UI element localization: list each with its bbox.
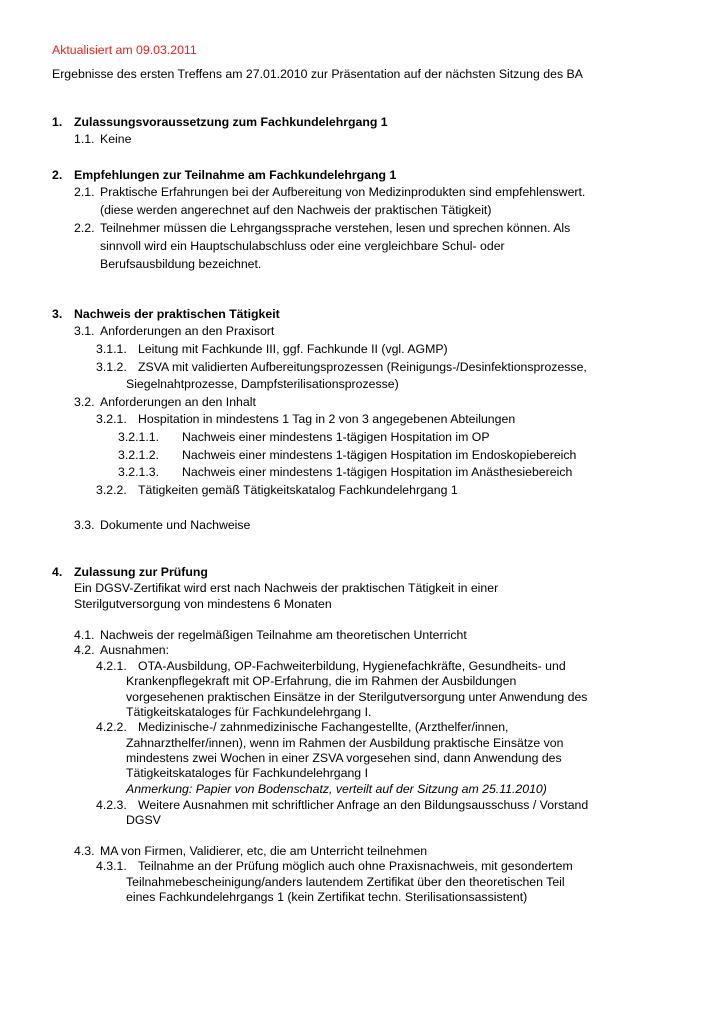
- item-text: Praktische Erfahrungen bei der Aufbereitung von Medizinprodukten sind empfehlenswert.: [100, 185, 586, 199]
- item-text: Siegelnahtprozesse, Dampfsterilisationsprozesse): [126, 377, 399, 391]
- item-text: Nachweis der regelmäßigen Teilnahme am theoretischen Unterricht: [100, 628, 467, 642]
- item-text: Nachweis einer mindestens 1-tägigen Hospitation im Endoskopiebereich: [182, 448, 577, 462]
- item-number: 1.1.: [74, 132, 95, 146]
- item-number: 3.1.: [74, 324, 95, 338]
- item-text: Ausnahmen:: [100, 643, 170, 657]
- section-heading: Zulassung zur Prüfung: [74, 565, 208, 579]
- item-text: Keine: [100, 132, 132, 146]
- item-number: 3.1.2.: [96, 360, 127, 374]
- item-text: Hospitation in mindestens 1 Tag in 2 von 3 angegebenen Abteilungen: [138, 412, 516, 426]
- item-number: 3.1.1.: [96, 342, 127, 356]
- item-number: 4.2.: [74, 643, 95, 657]
- item-text: Teilnahmebescheinigung/anders lautendem Zertifikat über den theoretischen Teil: [126, 875, 565, 889]
- item-text: Krankenpflegekraft mit OP-Erfahrung, die im Rahmen der Ausbildungen: [126, 674, 517, 688]
- section-heading: Empfehlungen zur Teilnahme am Fachkundelehrgang 1: [74, 168, 397, 182]
- item-text: (diese werden angerechnet auf den Nachweis der praktischen Tätigkeit): [100, 203, 492, 217]
- item-text: sinnvoll wird ein Hauptschulabschluss oder eine vergleichbare Schul- oder: [100, 239, 505, 253]
- item-number: 3.2.2.: [96, 483, 127, 497]
- section-heading: Zulassungsvoraussetzung zum Fachkundelehrgang 1: [74, 115, 388, 129]
- item-number: 4.2.2.: [96, 720, 127, 734]
- section-number: 2.: [52, 168, 63, 182]
- item-number: 3.2.1.2.: [118, 448, 160, 462]
- item-number: 4.2.1.: [96, 659, 127, 673]
- item-number: 4.3.: [74, 844, 95, 858]
- item-text: Medizinische-/ zahnmedizinische Fachangestellte, (Arzthelfer/innen,: [138, 720, 509, 734]
- item-text: Teilnehmer müssen die Lehrgangssprache verstehen, lesen und sprechen können. Als: [100, 221, 571, 235]
- item-text: ZSVA mit validierten Aufbereitungsprozessen (Reinigungs-/Desinfektionsprozesse,: [138, 360, 587, 374]
- section-heading: Nachweis der praktischen Tätigkeit: [74, 307, 280, 321]
- item-text: MA von Firmen, Validierer, etc, die am Unterricht teilnehmen: [100, 844, 428, 858]
- item-text: Anforderungen an den Inhalt: [100, 395, 256, 409]
- item-text: Nachweis einer mindestens 1-tägigen Hospitation im OP: [182, 430, 490, 444]
- item-number: 2.2.: [74, 221, 95, 235]
- item-text: Berufsausbildung bezeichnet.: [100, 257, 262, 271]
- document-subtitle: Ergebnisse des ersten Treffens am 27.01.2010 zur Präsentation auf der nächsten Sitzung des BA: [52, 67, 583, 81]
- item-number: 3.2.1.: [96, 412, 127, 426]
- item-number: 4.1.: [74, 628, 95, 642]
- annotation-note: Anmerkung: Papier von Bodenschatz, verteilt auf der Sitzung am 25.11.2010): [126, 782, 547, 796]
- paragraph-text: Sterilgutversorgung von mindestens 6 Monaten: [74, 597, 332, 611]
- item-text: eines Fachkundelehrgangs 1 (kein Zertifikat techn. Sterilisationsassistent): [126, 890, 528, 904]
- section-number: 1.: [52, 115, 63, 129]
- item-text: vorgesehenen praktischen Einsätze in der Sterilgutversorgung unter Anwendung des: [126, 690, 588, 704]
- section-number: 4.: [52, 565, 63, 579]
- item-number: 2.1.: [74, 185, 95, 199]
- item-text: Tätigkeiten gemäß Tätigkeitskatalog Fachkundelehrgang 1: [138, 483, 458, 497]
- item-text: Zahnarzthelfer/innen), wenn im Rahmen der Ausbildung praktische Einsätze von: [126, 736, 564, 750]
- section-number: 3.: [52, 307, 63, 321]
- item-number: 3.2.: [74, 395, 95, 409]
- item-text: DGSV: [126, 813, 161, 827]
- item-number: 3.2.1.3.: [118, 465, 160, 479]
- item-text: Teilnahme an der Prüfung möglich auch ohne Praxisnachweis, mit gesondertem: [138, 859, 573, 873]
- item-text: Anforderungen an den Praxisort: [100, 324, 275, 338]
- item-text: Dokumente und Nachweise: [100, 518, 251, 532]
- item-text: Tätigkeitskataloges für Fachkundelehrgang I: [126, 766, 368, 780]
- item-text: mindestens zwei Wochen in einer ZSVA vorgesehen sind, dann Anwendung des: [126, 751, 562, 765]
- item-number: 4.2.3.: [96, 798, 127, 812]
- item-number: 3.3.: [74, 518, 95, 532]
- item-text: Leitung mit Fachkunde III, ggf. Fachkunde II (vgl. AGMP): [138, 342, 448, 356]
- paragraph-text: Ein DGSV-Zertifikat wird erst nach Nachweis der praktischen Tätigkeit in einer: [74, 581, 499, 595]
- item-text: Nachweis einer mindestens 1-tägigen Hospitation im Anästhesiebereich: [182, 465, 573, 479]
- item-text: Tätigkeitskataloges für Fachkundelehrgang I.: [126, 705, 372, 719]
- item-number: 3.2.1.1.: [118, 430, 160, 444]
- update-date: Aktualisiert am 09.03.2011: [52, 43, 197, 57]
- item-text: OTA-Ausbildung, OP-Fachweiterbildung, Hygienefachkräfte, Gesundheits- und: [138, 659, 566, 673]
- item-text: Weitere Ausnahmen mit schriftlicher Anfrage an den Bildungsausschuss / Vorstand: [138, 798, 589, 812]
- item-number: 4.3.1.: [96, 859, 127, 873]
